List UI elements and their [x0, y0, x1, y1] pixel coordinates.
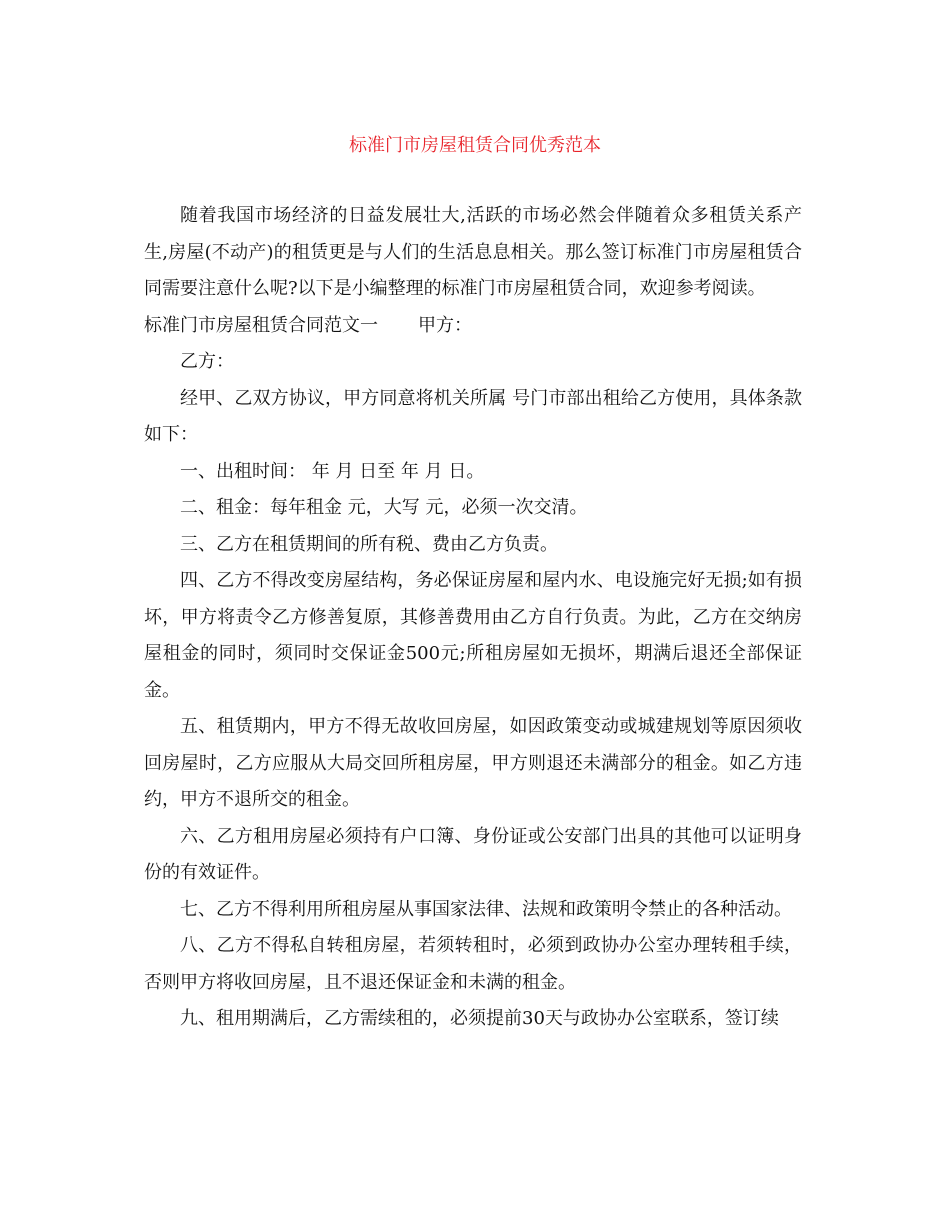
sample-heading-line: [144, 308, 802, 345]
party-b-label: 乙方：: [180, 351, 234, 372]
clause-1: 一、出租时间： 年 月 日至 年 月 日。: [180, 460, 485, 482]
clause-4: 四、乙方不得改变房屋结构，务必保证房屋和屋内水、电设施完好无损;如有损坏，甲方将责令乙方修善复原，其修善费用由乙方自行负责。为此，乙方在交纳房屋租金的同时，须同时交保证金500元;所租房屋如无损坏，期满后退还全部保证金。: [144, 570, 802, 701]
document-title: 标准门市房屋租赁合同优秀范本: [349, 135, 601, 156]
clause-6: 六、乙方租用房屋必须持有户口簿、身份证或公安部门出具的其他可以证明身份的有效证件。: [144, 825, 802, 883]
agreement-paragraph: 经甲、乙双方协议，甲方同意将机关所属 号门市部出租给乙方使用，具体条款如下：: [144, 387, 802, 445]
clause-9: 九、租用期满后，乙方需续租的，必须提前30天与政协办公室联系，签订续: [180, 1008, 779, 1029]
clause-3: 三、乙方在租赁期间的所有税、费由乙方负责。: [180, 533, 558, 555]
intro-paragraph: 随着我国市场经济的日益发展壮大,活跃的市场必然会伴随着众多租赁关系产生,房屋(不动产)的租赁更是与人们的生活息息相关。那么签订标准门市房屋租赁合同需要注意什么呢?以下是小编整理的标准门市房屋租赁合同，欢迎参考阅读。: [144, 205, 802, 299]
clause-7: 七、乙方不得利用所租房屋从事国家法律、法规和政策明令禁止的各种活动。: [180, 898, 792, 920]
clause-5: 五、租赁期内，甲方不得无故收回房屋，如因政策变动或城建规划等原因须收回房屋时，乙方应服从大局交回所租房屋，甲方则退还未满部分的租金。如乙方违约，甲方不退所交的租金。: [144, 716, 802, 810]
clause-2: 二、租金：每年租金 元，大写 元，必须一次交清。: [180, 497, 588, 518]
document-body: [144, 198, 802, 1038]
clause-8: 八、乙方不得私自转租房屋，若须转租时，必须到政协办公室办理转租手续，否则甲方将收回房屋，且不退还保证金和未满的租金。: [144, 935, 802, 993]
sample-heading: 标准门市房屋租赁合同范文一: [144, 314, 378, 336]
party-a-label: 甲方：: [418, 314, 472, 336]
